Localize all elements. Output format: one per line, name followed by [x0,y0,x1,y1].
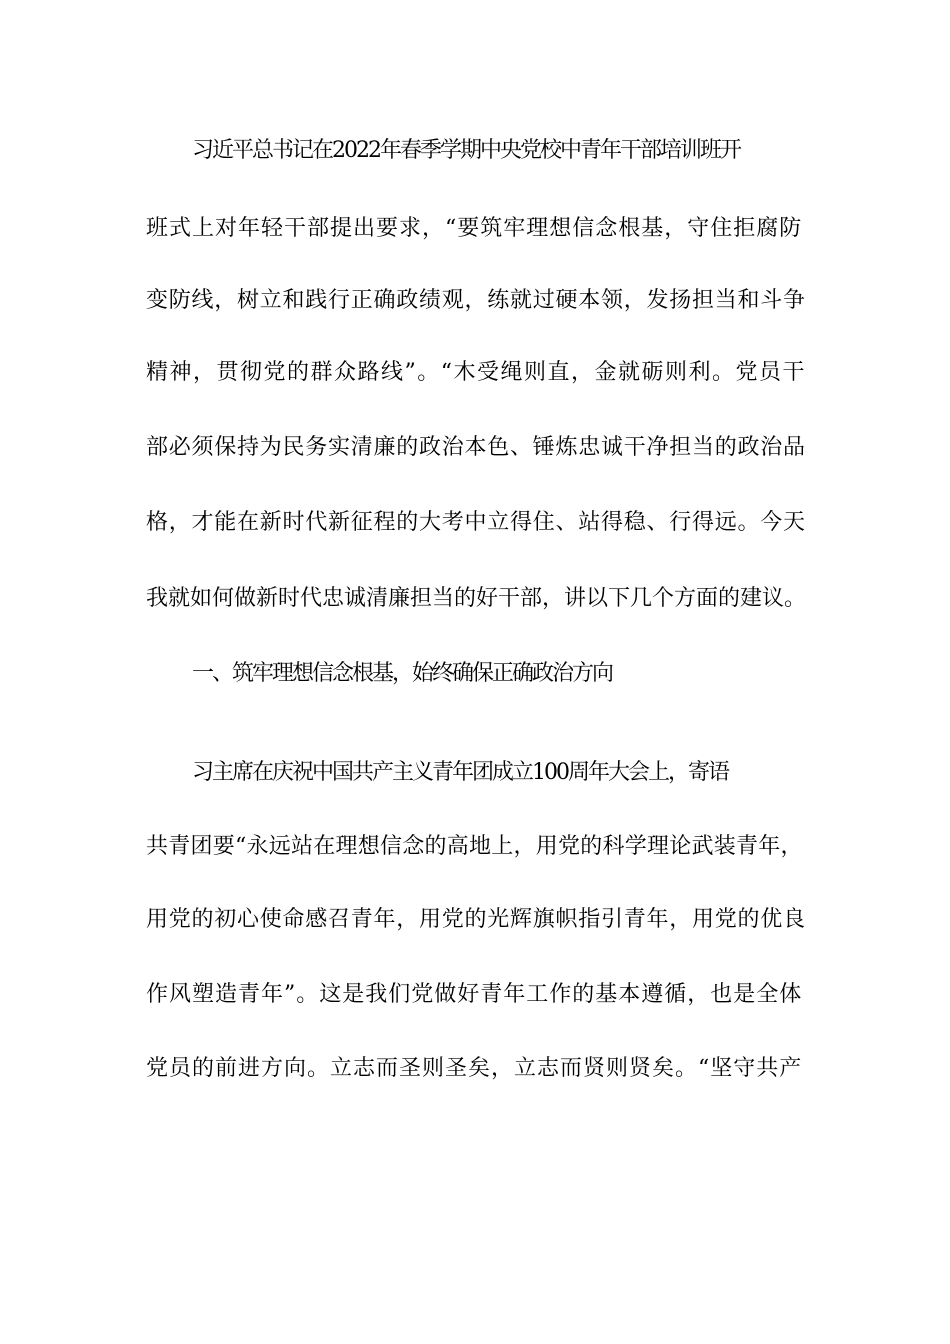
paragraph-2-line-5: 党员的前进方向。立志而圣则圣矣，立志而贤则贤矣。“坚守共产 [146,1056,803,1081]
paragraph-1-line-7: 我就如何做新时代忠诚清廉担当的好干部，讲以下几个方面的建议。 [146,586,807,611]
paragraph-1-line-2: 班式上对年轻干部提出要求，“要筑牢理想信念根基，守住拒腐防 [146,216,803,241]
paragraph-1-line-4: 精神，贯彻党的群众路线”。“木受绳则直，金就砺则利。党员干 [146,360,806,385]
section-heading-1: 一、筑牢理想信念根基，始终确保正确政治方向 [192,661,613,686]
paragraph-1-line-5: 部必须保持为民务实清廉的政治本色、锤炼忠诚干净担当的政治品 [146,435,806,460]
paragraph-1-line-3: 变防线，树立和践行正确政绩观，练就过硬本领，发扬担当和斗争 [146,288,806,313]
paragraph-1-line-1: 习近平总书记在2022年春季学期中央党校中青年干部培训班开 [192,138,740,163]
paragraph-2-line-3: 用党的初心使命感召青年，用党的光辉旗帜指引青年，用党的优良 [146,907,806,932]
paragraph-2-line-2: 共青团要“永远站在理想信念的高地上，用党的科学理论武装青年， [146,834,803,859]
paragraph-2-line-1: 习主席在庆祝中国共产主义青年团成立100周年大会上，寄语 [192,760,728,785]
paragraph-1-line-6: 格，才能在新时代新征程的大考中立得住、站得稳、行得远。今天 [146,510,806,535]
paragraph-2-line-4: 作风塑造青年”。这是我们党做好青年工作的基本遵循，也是全体 [146,982,803,1007]
